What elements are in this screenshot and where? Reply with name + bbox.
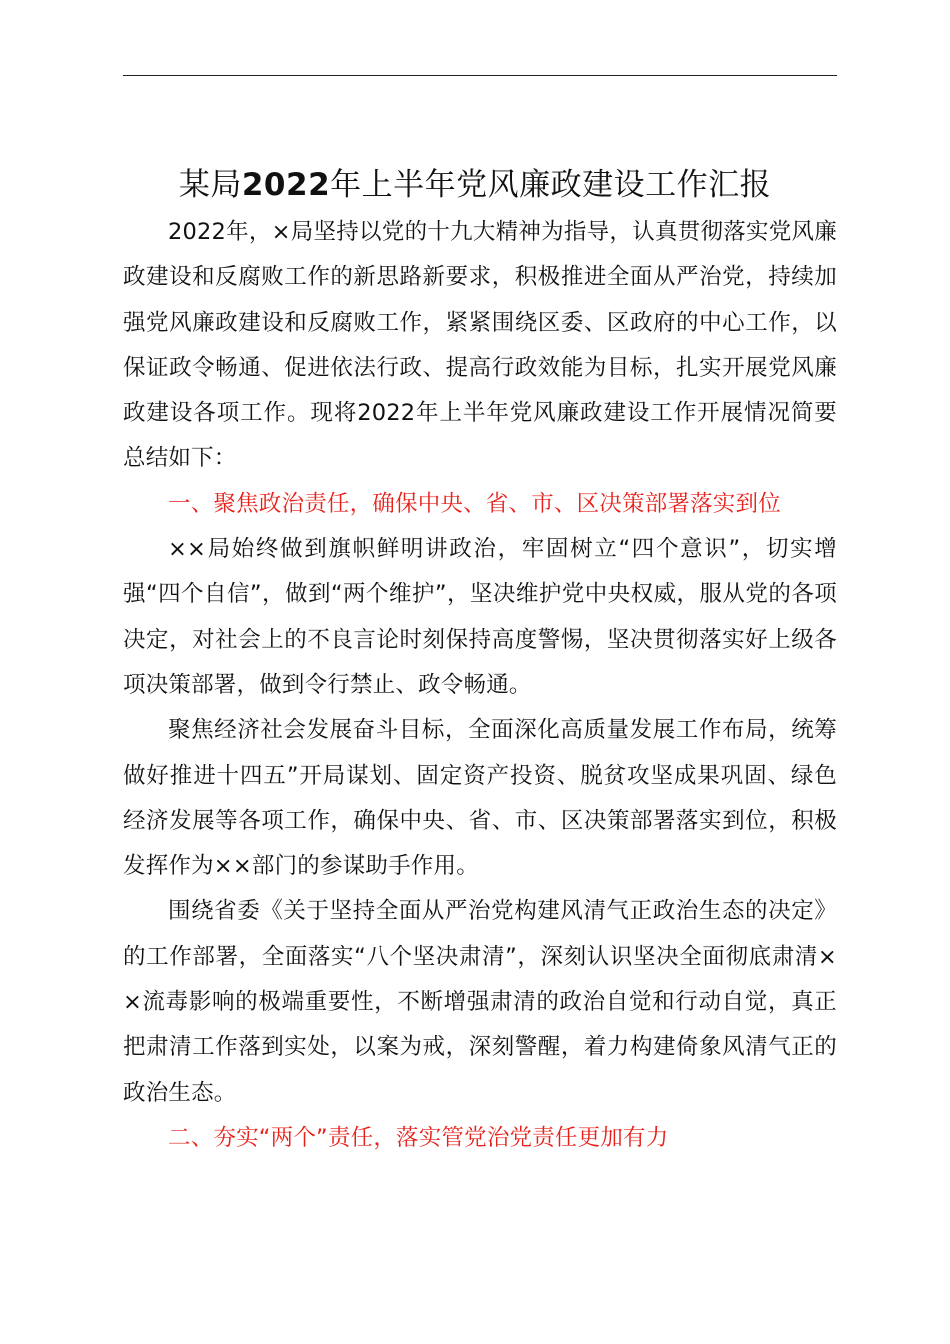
body-paragraph: 围绕省委《关于坚持全面从严治党构建风清气正政治生态的决定》的工作部署，全面落实“八个坚决肃清”，深刻认识坚决全面彻底肃清××流毒影响的极端重要性，不断增强肃清的政治自觉和行动自觉，真正把肃清工作落到实处，以案为戒，深刻警醒，着力构建倚象风清气正的政治生态。: [123, 898, 837, 1106]
section-heading-1: 一、聚焦政治责任，确保中央、省、市、区决策部署落实到位: [168, 490, 781, 517]
body-paragraph: ××局始终做到旗帜鲜明讲政治，牢固树立“四个意识”，切实增强“四个自信”，做到“两个维护”，坚决维护党中央权威，服从党的各项决定，对社会上的不良言论时刻保持高度警惕，坚决贯彻落实好上级各项决策部署，做到令行禁止、政令畅通。: [123, 536, 837, 698]
title-year: 2022: [241, 166, 331, 203]
header-rule: [123, 75, 837, 76]
title-suffix: 年上半年党风廉政建设工作汇报: [330, 166, 772, 203]
intro-paragraph: 2022年，×局坚持以党的十九大精神为指导，认真贯彻落实党风廉政建设和反腐败工作的新思路新要求，积极推进全面从严治党，持续加强党风廉政建设和反腐败工作，紧紧围绕区委、区政府的中心工作，以保证政令畅通、促进依法行政、提高行政效能为目标，扎实开展党风廉政建设各项工作。现将2022年上半年党风廉政建设工作开展情况简要总结如下：: [123, 219, 837, 472]
body-paragraph: 聚焦经济社会发展奋斗目标，全面深化高质量发展工作布局，统筹做好推进十四五”开局谋划、固定资产投资、脱贫攻坚成果巩固、绿色经济发展等各项工作，确保中央、省、市、区决策部署落实到位，积极发挥作为××部门的参谋助手作用。: [123, 717, 837, 880]
document-body: [123, 210, 837, 1161]
document-title: [0, 163, 950, 207]
section-heading-2: 二、夯实“两个”责任，落实管党治党责任更加有力: [168, 1124, 669, 1151]
title-prefix: 某局: [178, 166, 242, 203]
